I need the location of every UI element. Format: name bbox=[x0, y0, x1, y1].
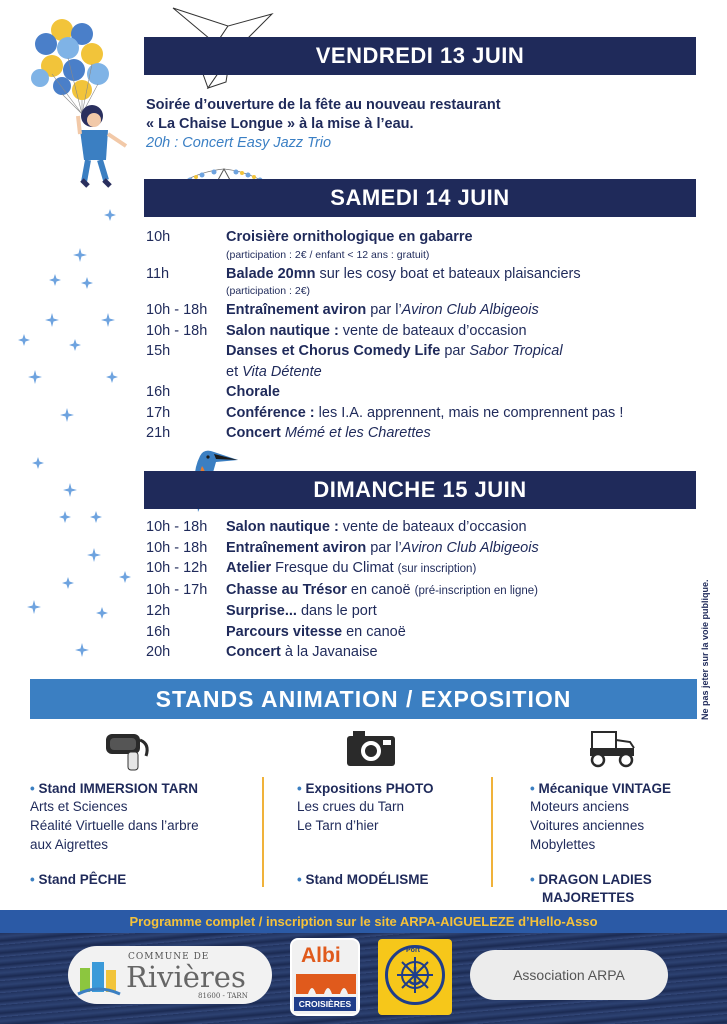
schedule-activity: Croisière ornithologique en gabarre bbox=[226, 229, 473, 245]
schedule-activity: Atelier bbox=[226, 560, 272, 576]
program-text: Programme complet / inscription sur le site ARPA-AIGUELEZE d’Hello-Asso bbox=[129, 914, 598, 929]
schedule-detail: par l’ bbox=[366, 302, 402, 318]
friday-line-2: « La Chaise Longue » à la mise à l’eau. bbox=[146, 116, 414, 132]
schedule-activity: Chasse au Trésor bbox=[226, 581, 347, 598]
schedule-time: 12h bbox=[146, 603, 171, 619]
saturday-title-bar bbox=[144, 179, 696, 217]
schedule-desc bbox=[226, 580, 706, 602]
stand-name: Expositions PHOTO bbox=[305, 781, 434, 796]
schedule-row bbox=[146, 580, 706, 602]
schedule-activity: Balade 20mn bbox=[226, 265, 316, 282]
schedule-activity: Conférence : bbox=[226, 404, 315, 421]
schedule-time: 16h bbox=[146, 623, 171, 640]
schedule-organizer: Sabor Tropical bbox=[469, 343, 563, 359]
sunday-title-bar bbox=[144, 471, 696, 509]
stand-modelisme bbox=[297, 871, 429, 889]
stand-photo bbox=[297, 780, 517, 887]
bridge-icon bbox=[296, 970, 356, 994]
schedule-time: 21h bbox=[146, 425, 171, 441]
schedule-activity: Concert bbox=[226, 644, 281, 660]
commune-rivieres-logo bbox=[68, 946, 272, 1004]
schedule-detail: vente de bateaux d’occasion bbox=[338, 322, 527, 339]
commune-name: Rivières bbox=[126, 960, 246, 994]
schedule-organizer: Mémé et les Charettes bbox=[284, 425, 431, 441]
schedule-activity: Surprise... bbox=[226, 603, 297, 619]
schedule-time: 10h - 18h bbox=[146, 302, 208, 318]
schedule-detail: par bbox=[440, 343, 470, 359]
schedule-note: (participation : 2€) bbox=[226, 285, 311, 297]
schedule-row bbox=[146, 601, 706, 622]
friday-title: VENDREDI 13 JUIN bbox=[315, 43, 525, 68]
balloon-cluster-icon bbox=[31, 19, 109, 100]
schedule-time: 10h - 18h bbox=[146, 519, 208, 535]
stand-name: Stand IMMERSION TARN bbox=[38, 781, 198, 796]
schedule-time: 10h bbox=[146, 229, 171, 245]
stand-name: Stand MODÉLISME bbox=[305, 872, 429, 887]
schedule-desc bbox=[226, 622, 706, 643]
schedule-desc bbox=[226, 538, 706, 559]
schedule-activity: Entraînement aviron bbox=[226, 539, 367, 556]
albi-sub-label: CROISIÈRES bbox=[294, 997, 356, 1011]
stand-detail: aux Aigrettes bbox=[30, 837, 109, 852]
schedule-row bbox=[146, 517, 706, 538]
port-label: Port bbox=[406, 947, 420, 954]
stands-title: STANDS ANIMATION / EXPOSITION bbox=[155, 685, 572, 712]
association-arpa-logo bbox=[470, 950, 668, 1000]
schedule-time: 10h - 18h bbox=[146, 322, 208, 339]
schedule-activity: Entraînement aviron bbox=[226, 302, 367, 318]
schedule-detail: vente de bateaux d’occasion bbox=[338, 519, 527, 535]
schedule-desc bbox=[226, 403, 706, 424]
schedule-note: (participation : 2€ / enfant < 12 ans : gratuit) bbox=[226, 248, 430, 261]
arpa-label: Association ARPA bbox=[513, 967, 625, 983]
sunday-title: DIMANCHE 15 JUIN bbox=[313, 477, 527, 502]
schedule-activity: Chorale bbox=[226, 384, 280, 400]
schedule-desc bbox=[226, 321, 706, 342]
stand-immersion bbox=[30, 780, 250, 887]
saturday-schedule bbox=[146, 227, 706, 444]
schedule-desc bbox=[226, 341, 706, 382]
schedule-organizer: Aviron Club Albigeois bbox=[401, 539, 539, 556]
side-note-container bbox=[700, 560, 714, 720]
schedule-detail: par l’ bbox=[366, 539, 402, 556]
port-aigueleze-logo bbox=[378, 939, 452, 1015]
side-note: Ne pas jeter sur la voie publique. bbox=[700, 579, 710, 720]
schedule-row bbox=[146, 538, 706, 559]
schedule-detail: dans le port bbox=[296, 603, 377, 619]
schedule-detail: en canoë bbox=[342, 623, 406, 640]
schedule-time: 15h bbox=[146, 343, 171, 359]
schedule-desc bbox=[226, 423, 706, 444]
schedule-row bbox=[146, 403, 706, 424]
schedule-time: 17h bbox=[146, 404, 171, 421]
friday-concert: 20h : Concert Easy Jazz Trio bbox=[146, 135, 332, 151]
albi-croisieres-logo bbox=[290, 938, 360, 1016]
commune-label: COMMUNE DE bbox=[128, 952, 210, 962]
stand-name: Mécanique VINTAGE bbox=[538, 781, 672, 796]
schedule-activity: Parcours vitesse bbox=[226, 623, 343, 640]
schedule-detail: sur les cosy boat et bateaux plaisanciers bbox=[315, 265, 581, 282]
schedule-desc bbox=[226, 517, 706, 538]
schedule-desc bbox=[226, 264, 706, 301]
bullet: • bbox=[530, 781, 535, 796]
schedule-desc bbox=[226, 300, 706, 321]
bullet: • bbox=[297, 872, 302, 887]
schedule-detail: Fresque du Climat bbox=[271, 560, 398, 576]
houses-icon bbox=[76, 954, 122, 998]
schedule-detail: à la Javanaise bbox=[280, 644, 378, 660]
schedule-row bbox=[146, 622, 706, 643]
schedule-small-note: (pré-inscription en ligne) bbox=[414, 584, 539, 597]
commune-postcode: 81600 - TARN bbox=[198, 992, 248, 1000]
vr-headset-icon bbox=[100, 726, 154, 774]
schedule-row bbox=[146, 382, 706, 403]
program-link-banner[interactable] bbox=[0, 910, 727, 933]
schedule-detail: en canoë bbox=[346, 581, 415, 598]
schedule-row bbox=[146, 423, 706, 444]
saturday-title: SAMEDI 14 JUIN bbox=[330, 185, 510, 210]
stand-detail: Voitures anciennes bbox=[530, 818, 645, 833]
albi-label: Albi bbox=[301, 944, 341, 967]
stand-name-2: MAJORETTES bbox=[542, 890, 635, 905]
stand-name: Stand PÊCHE bbox=[38, 872, 127, 887]
helm-anchor-icon bbox=[395, 955, 435, 995]
schedule-activity: Salon nautique : bbox=[226, 519, 339, 535]
vintage-car-icon bbox=[582, 726, 640, 770]
schedule-time: 10h - 12h bbox=[146, 560, 208, 576]
schedule-row bbox=[146, 300, 706, 321]
schedule-desc bbox=[226, 227, 706, 264]
friday-line-1: Soirée d’ouverture de la fête au nouveau restaurant bbox=[146, 97, 501, 113]
stand-detail: Le Tarn d’hier bbox=[297, 818, 379, 833]
schedule-activity: Salon nautique : bbox=[226, 322, 339, 339]
stand-vintage bbox=[530, 780, 727, 905]
bullet: • bbox=[297, 781, 302, 796]
schedule-desc bbox=[226, 558, 706, 580]
schedule-time: 16h bbox=[146, 384, 171, 400]
schedule-row bbox=[146, 642, 706, 663]
stars-decoration bbox=[10, 205, 140, 665]
stand-heading bbox=[30, 780, 250, 798]
schedule-organizer-2: Vita Détente bbox=[242, 363, 322, 380]
bullet: • bbox=[530, 872, 535, 887]
friday-intro bbox=[146, 96, 706, 153]
column-divider bbox=[491, 777, 493, 887]
stand-peche bbox=[30, 871, 126, 889]
schedule-detail-2: et bbox=[226, 363, 243, 380]
schedule-row bbox=[146, 264, 706, 301]
schedule-detail: les I.A. apprennent, mais ne comprennent pas ! bbox=[314, 404, 624, 421]
schedule-row bbox=[146, 321, 706, 342]
girl-icon bbox=[78, 105, 126, 186]
stand-name: DRAGON LADIES bbox=[538, 872, 652, 887]
schedule-organizer: Aviron Club Albigeois bbox=[401, 302, 539, 318]
stand-heading bbox=[530, 780, 727, 798]
stand-detail: Réalité Virtuelle dans l’arbre bbox=[30, 818, 199, 833]
stand-detail: Arts et Sciences bbox=[30, 799, 128, 814]
schedule-time: 20h bbox=[146, 644, 171, 660]
schedule-time: 10h - 17h bbox=[146, 581, 208, 598]
schedule-small-note: (sur inscription) bbox=[397, 563, 477, 575]
schedule-row bbox=[146, 341, 706, 382]
schedule-row bbox=[146, 558, 706, 580]
schedule-time: 10h - 18h bbox=[146, 539, 208, 556]
schedule-row bbox=[146, 227, 706, 264]
balloons-girl-illustration bbox=[22, 14, 142, 199]
bullet: • bbox=[30, 872, 35, 887]
stands-title-bar bbox=[30, 679, 697, 719]
stand-detail: Moteurs anciens bbox=[530, 799, 630, 814]
schedule-desc bbox=[226, 642, 706, 663]
schedule-desc bbox=[226, 601, 706, 622]
stand-detail: Mobylettes bbox=[530, 837, 596, 852]
sunday-schedule bbox=[146, 517, 706, 663]
friday-title-bar bbox=[144, 37, 696, 75]
camera-icon bbox=[345, 726, 397, 770]
schedule-desc bbox=[226, 382, 706, 403]
column-divider bbox=[262, 777, 264, 887]
stand-detail: Les crues du Tarn bbox=[297, 799, 405, 814]
schedule-time: 11h bbox=[146, 265, 170, 282]
stand-majorettes bbox=[530, 871, 652, 907]
bullet: • bbox=[30, 781, 35, 796]
schedule-activity: Concert bbox=[226, 425, 281, 441]
schedule-activity: Danses et Chorus Comedy Life bbox=[226, 343, 441, 359]
stand-heading bbox=[297, 780, 517, 798]
